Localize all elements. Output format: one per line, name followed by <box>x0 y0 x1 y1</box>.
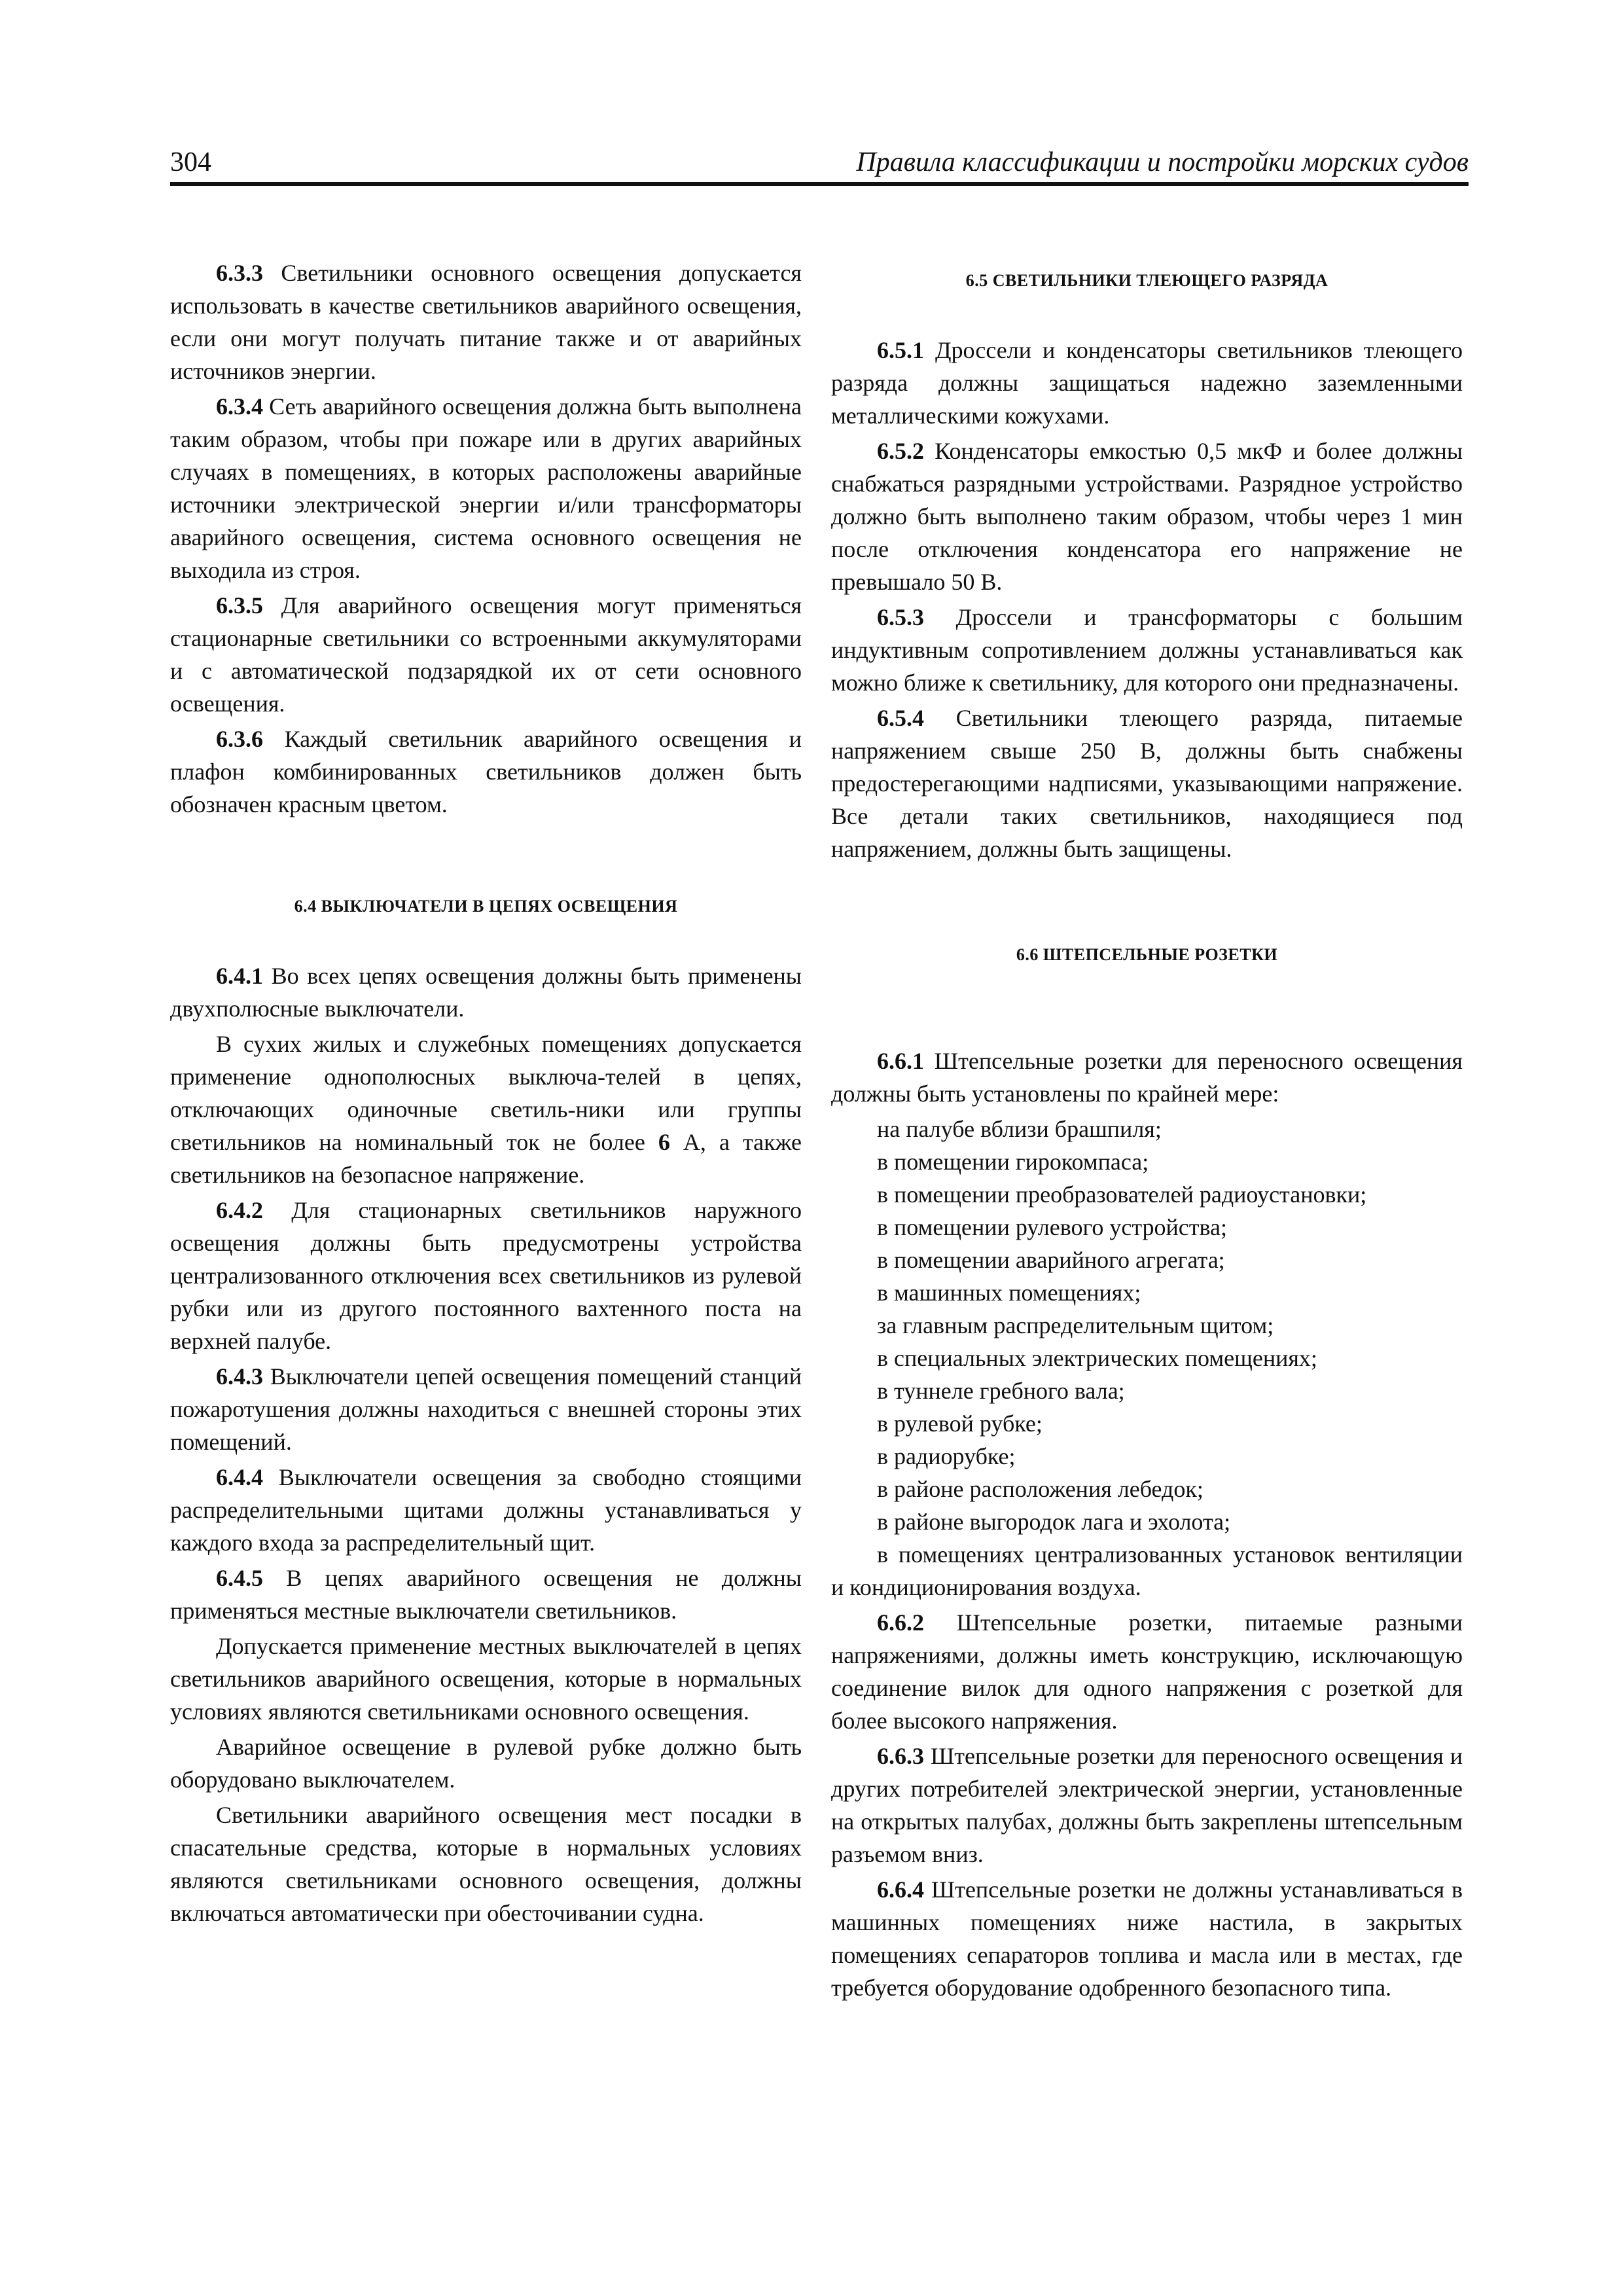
list-item: за главным распределительным щитом; <box>877 1312 1274 1338</box>
clause-number: 6.4.2 <box>216 1197 263 1223</box>
clause-6-4-2 <box>170 1194 802 1357</box>
list-item: в туннеле гребного вала; <box>877 1378 1125 1404</box>
clause-text: Во всех цепях освещения должны быть применены двухполюсные выключатели. <box>170 963 802 1022</box>
paragraph-6-4-1-note <box>170 1028 802 1191</box>
list-item: в машинных помещениях; <box>877 1280 1141 1306</box>
clause-6-6-1 <box>831 1045 1463 1110</box>
list-item: в помещении гирокомпаса; <box>877 1149 1149 1175</box>
current-value: 6 <box>658 1129 670 1155</box>
clause-number: 6.3.4 <box>216 393 263 420</box>
clause-text: Выключатели освещения за свободно стоящими распределительными щитами должны устанавливаться у каждого входа за распределительный щит. <box>170 1464 802 1556</box>
clause-text: Конденсаторы емкостью 0,5 мкФ и более должны снабжаться разрядными устройствами. Разрядное устройство должно быть выполнено таким образом, чтобы через 1 мин после отключения конденсатора его напряжение не превышало 50 В. <box>831 438 1463 595</box>
clause-number: 6.6.2 <box>877 1609 924 1636</box>
clause-number: 6.4.4 <box>216 1464 263 1490</box>
list-item: в рулевой рубке; <box>877 1410 1043 1437</box>
clause-6-5-2 <box>831 435 1463 598</box>
list-item: в специальных электрических помещениях; <box>877 1345 1317 1371</box>
left-column <box>170 257 802 1932</box>
clause-number: 6.3.6 <box>216 726 263 752</box>
clause-6-3-5 <box>170 589 802 720</box>
clause-number: 6.3.3 <box>216 260 263 286</box>
clause-text: Светильники основного освещения допускается использовать в качестве светильников аварийного освещения, если они могут получать питание также и от аварийных источников энергии. <box>170 260 802 384</box>
paragraph-6-4-5-b: Допускается применение местных выключателей в цепях светильников аварийного освещения, которые в нормальных условиях являются светильниками основного освещения. <box>170 1633 802 1725</box>
clause-6-3-4 <box>170 390 802 586</box>
clause-number: 6.6.4 <box>877 1876 924 1903</box>
clause-number: 6.6.3 <box>877 1743 924 1769</box>
clause-text: Штепсельные розетки для переносного освещения должны быть установлены по крайней мере: <box>831 1048 1463 1107</box>
clause-text: Каждый светильник аварийного освещения и плафон комбинированных светильников должен быть обозначен красным цветом. <box>170 726 802 817</box>
clause-number: 6.4.3 <box>216 1363 263 1390</box>
clause-6-6-4 <box>831 1873 1463 2004</box>
clause-6-6-3 <box>831 1740 1463 1871</box>
clause-text: Штепсельные розетки не должны устанавливаться в машинных помещениях ниже настила, в закрытых помещениях сепараторов топлива и масла или в местах, где требуется оборудование одобренного безопасного типа. <box>831 1876 1463 2001</box>
clause-text: Дроссели и конденсаторы светильников тлеющего разряда должны защищаться надежно заземленными металлическими кожухами. <box>831 337 1463 429</box>
paragraph-text: В сухих жилых и служебных помещениях допускается применение однополюсных выключа-телей в цепях, отключающих одиночные светиль-ники или группы светильников на номинальный ток не более <box>170 1031 802 1155</box>
list-item: в помещении преобразователей радиоустановки; <box>877 1181 1367 1208</box>
page-header <box>170 145 1469 186</box>
clause-number: 6.3.5 <box>216 592 263 619</box>
clause-text: Штепсельные розетки, питаемые разными напряжениями, должны иметь конструкцию, исключающую соединение вилок для одного напряжения с розеткой для более высокого напряжения. <box>831 1609 1463 1734</box>
section-heading-6-5: 6.5 СВЕТИЛЬНИКИ ТЛЕЮЩЕГО РАЗРЯДА <box>965 271 1329 290</box>
right-column <box>831 257 1463 2007</box>
clause-number: 6.5.3 <box>877 604 924 630</box>
running-title: Правила классификации и постройки морских судов <box>856 147 1469 177</box>
paragraph-text: А, а также светильников на безопасное напряжение. <box>170 1129 802 1188</box>
clause-text: Дроссели и трансформаторы с большим индуктивным сопротивлением должны устанавливаться как можно ближе к светильнику, для которого они предназначены. <box>831 604 1463 696</box>
list-item: в радиорубке; <box>877 1443 1016 1469</box>
paragraph-6-4-5-d: Светильники аварийного освещения мест посадки в спасательные средства, которые в нормальных условиях являются светильниками основного освещения, должны включаться автоматически при обесточивании судна. <box>170 1802 802 1926</box>
list-item: на палубе вблизи брашпиля; <box>877 1116 1162 1142</box>
list-item-last: в помещениях централизованных установок вентиляции и кондиционирования воздуха. <box>831 1541 1463 1600</box>
clause-number: 6.5.1 <box>877 337 924 363</box>
clause-6-6-2 <box>831 1606 1463 1737</box>
clause-number: 6.5.2 <box>877 438 924 464</box>
clause-6-4-1 <box>170 960 802 1025</box>
clause-text: Сеть аварийного освещения должна быть выполнена таким образом, чтобы при пожаре или в других аварийных случаях в помещениях, в которых расположены аварийные источники электрической энергии и/или трансформаторы аварийного освещения, система основного освещения не выходила из строя. <box>170 393 802 583</box>
list-item: в районе выгородок лага и эхолота; <box>877 1509 1231 1535</box>
list-item: в помещении рулевого устройства; <box>877 1214 1227 1240</box>
clause-6-3-6 <box>170 723 802 821</box>
clause-text: Для аварийного освещения могут применяться стационарные светильники со встроенными аккумуляторами и с автоматической подзарядкой их от сети основного освещения. <box>170 592 802 717</box>
clause-text: Для стационарных светильников наружного освещения должны быть предусмотрены устройства централизованного отключения всех светильников из рулевой рубки или из другого постоянного вахтенного поста на верхней палубе. <box>170 1197 802 1354</box>
paragraph-6-4-5-c: Аварийное освещение в рулевой рубке должно быть оборудовано выключателем. <box>170 1734 802 1793</box>
clause-text: Выключатели цепей освещения помещений станций пожаротушения должны находиться с внешней стороны этих помещений. <box>170 1363 802 1455</box>
section-heading-6-6: 6.6 ШТЕПСЕЛЬНЫЕ РОЗЕТКИ <box>1016 945 1278 964</box>
clause-text: Светильники тлеющего разряда, питаемые напряжением свыше 250 В, должны быть снабжены предостерегающими надписями, указывающими напряжение. Все детали таких светильников, находящиеся под напряжением, должны быть защищены. <box>831 705 1463 862</box>
clause-6-3-3 <box>170 257 802 387</box>
clause-number: 6.5.4 <box>877 705 924 731</box>
clause-number: 6.6.1 <box>877 1048 924 1074</box>
clause-number: 6.4.1 <box>216 963 263 989</box>
section-heading-6-4: 6.4 ВЫКЛЮЧАТЕЛИ В ЦЕПЯХ ОСВЕЩЕНИЯ <box>294 897 678 916</box>
list-item: в помещении аварийного агрегата; <box>877 1247 1225 1273</box>
clause-number: 6.4.5 <box>216 1565 263 1591</box>
clause-text: Штепсельные розетки для переносного освещения и других потребителей электрической энергии, установленные на открытых палубах, должны быть закреплены штепсельным разъемом вниз. <box>831 1743 1463 1867</box>
clause-6-5-3 <box>831 601 1463 699</box>
clause-6-4-3 <box>170 1360 802 1458</box>
clause-6-4-5 <box>170 1562 802 1627</box>
list-item: в районе расположения лебедок; <box>877 1476 1204 1502</box>
clause-text: В цепях аварийного освещения не должны применяться местные выключатели светильников. <box>170 1565 802 1624</box>
clause-6-4-4 <box>170 1461 802 1559</box>
clause-6-5-1 <box>831 334 1463 432</box>
clause-6-5-4 <box>831 702 1463 865</box>
page-number: 304 <box>170 147 211 177</box>
